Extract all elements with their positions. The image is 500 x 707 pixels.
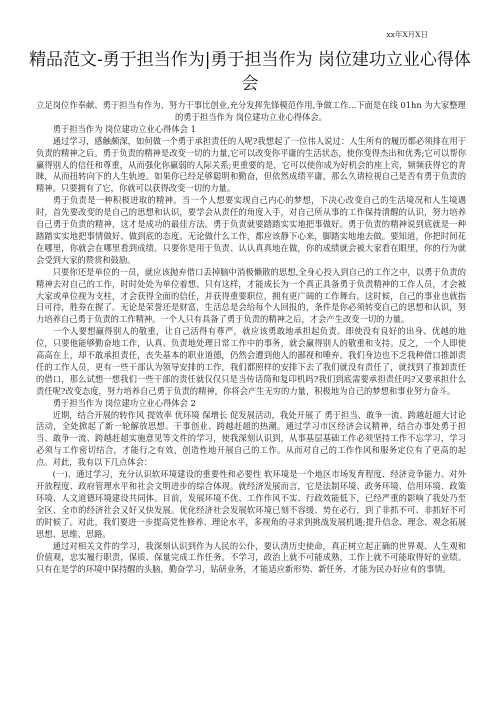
date-line: xx年X月X日 bbox=[386, 30, 428, 39]
body-paragraph: 近期，结合开展的转作风 提效率 优环境 保增长 促发展活动，我处开展了 勇于担当、敢争一流、跨越赶超大讨论活动，全处掀起了新一轮解放思想、干事创业、跨越赶超的热潮。通过学习市区经济会议精神，结合办事处勇于担当、敢争一流、跨越赶超实施意见等文件的学习，使我深刻认识到，从事基层基础工作必须坚持工作不忘学习，学习必须与工作密切结合，才能行之有效，创造性地开展自己的工作。从而对自己的工作作风和服务定位有了更高的起点。对此，我有以下几点体会： bbox=[36, 409, 466, 468]
body-paragraph: (一)、通过学习，充分认识软环境建设的重要性和必要性 软环境是一个地区市场发育程度、经济竞争能力、对外开放程度、政府管理水平和社会文明进步的综合体现。就经济发展而言，它是法制环境、政务环境、信用环境、政策环境、人文道德环境建设共同体。目前，发展环境不优、工作作风不实、行政效能低下，已经严重的影响了我处乃至全区、全市的经济社会又好又快发展。优化经济社会发展软环境已刻不容缓、势在必行，到了非抓不可、非抓好不可的时候了。对此，我们要进一步提高党性修养、理论水平，多视角的寻求到挑战发展机遇;提升信念、理念、观念拓展思想、思维、思路。 bbox=[36, 469, 466, 539]
body-paragraph: 只要你还是单位的一员，就应该抛弃借口丢掉脑中消极懒散的思想,全身心投入到自己的工作之中，以勇于负责的精神去对自己的工作，时时处处为单位着想。只有这样，才能成长为一个真正具备勇于负责精神的工作人员，才会被大家或单位视为支柱，才会获得全面的信任，并获得重要职位，拥有更广阔的工作舞台。这时候，自己的事业也就指日可待，胜券在握了。无论是荣誉还是财富，生活总是会给每个人回报的，条件是你必须转变自己的思想和认识，努力培养自己勇于负责的工作精神。一个人只有具备了勇于负责的精神之后，才会产生改变一切的力量。 bbox=[36, 266, 466, 325]
intro-paragraph: 立足岗位作奉献、勇于担当有作为、努力干事比创业,充分发挥先锋模范作用,争做工作...下面是在线 01hn 为大家整理的勇于担当作为 岗位建功立业心得体会。 bbox=[36, 100, 466, 122]
body-paragraph: 通过学习，感触颇深，如何做一个勇于承担责任的人呢?我想起了一位伟人说过：人生所有的履历都必须排在用于负责的精神之后。勇于负责的精神是改变一切的力量,它可以改变你平庸的生活状态，使你变得杰出和优秀;它可以帮你赢得别人的信任和尊重，从而强化你羸弱的人际关系;更重要的是，它可以使你成为好机会的座上宾，频频获得它的青睐，从而扭转向下的人生轨迹。如果你已经足够聪明和勤奋，但依然成绩平庸，那么久请检视自己是否有勇于负责的精神。只要拥有了它，你就可以获得改变一切的力量。 bbox=[36, 135, 466, 194]
document-body bbox=[36, 100, 466, 576]
document-title: 精品范文-勇于担当作为|勇于担当作为 岗位建功立业心得体会 bbox=[29, 50, 471, 94]
section-heading-1: 勇于担当作为 岗位建功立业心得体会 1 bbox=[52, 123, 196, 134]
body-paragraph: 一个人要想赢得别人的敬重，让自己活得有尊严，就应该勇敢地承担起负责。即使没有良好的出身、优越的地位，只要他能够勤奋地工作，认真、负责地处理日常工作中的事务，就会赢得别人的敬重和支持。反之，一个人即使高高在上，却不敢承担责任，丧失基本的职业道德，仍然会遭到他人的鄙视和唾弃。我们身边也不乏我种借口推卸责任的工作人员，更有一些干部认为领导安排的工作，我们都照样的安排下去了我们就没有责任了，就找到了推卸责任的借口，那么试想一想我们一些干部的责任就仅仅只是当传话筒和复印机吗?我们到底需要承担责任吗?又要承担什么责任呢?改变态度，努力培养自己勇于负责的精神，你将会产生无穷的力量，积极地为自己的梦想和事业努力奋斗。 bbox=[36, 326, 466, 396]
section-heading-2: 勇于担当作为 岗位建功立业心得体会 2 bbox=[52, 397, 196, 408]
body-paragraph: 勇于负责是一种积极进取的精神。当一个人想要实现自己内心的梦想，下决心改变自己的生活境况和人生境遇时，首先要改变的是自己的思想和认识，要学会从责任的角度入手，对自己所从事的工作保持清醒的认识，努力培养自己勇于负责的精神，这才是成功的最佳方法。勇于负责就要踏踏实实地把事做好。勇于负责的精神说到底就是一种踏踏实实地把事情做好、做到底的态度。无论做什么工作，都应该静下心来，脚踏实地地去做。要知道，你把时间花在哪里，你就会在哪里看到成绩。只要你是用于负责、认认真真地在做，你的成绩就会被大家看在眼里，你的行为就会受到大家的赞赏和鼓励。 bbox=[36, 195, 466, 265]
body-paragraph: 通过对相关文件的学习，我深刻认识到作为人民的公仆，要认清历史使命，真正树立起正确的世界观、人生观和价值观，忠实履行职责，保质、保量完成工作任务。不学习，政治上就不可能成熟，工作上就不可能取得好的业绩。只有在是学的环境中保持醒的头脑，勤奋学习，钻研业务，才能适应新形势、新任务、才能为民办好应有的事情。 bbox=[36, 540, 466, 575]
